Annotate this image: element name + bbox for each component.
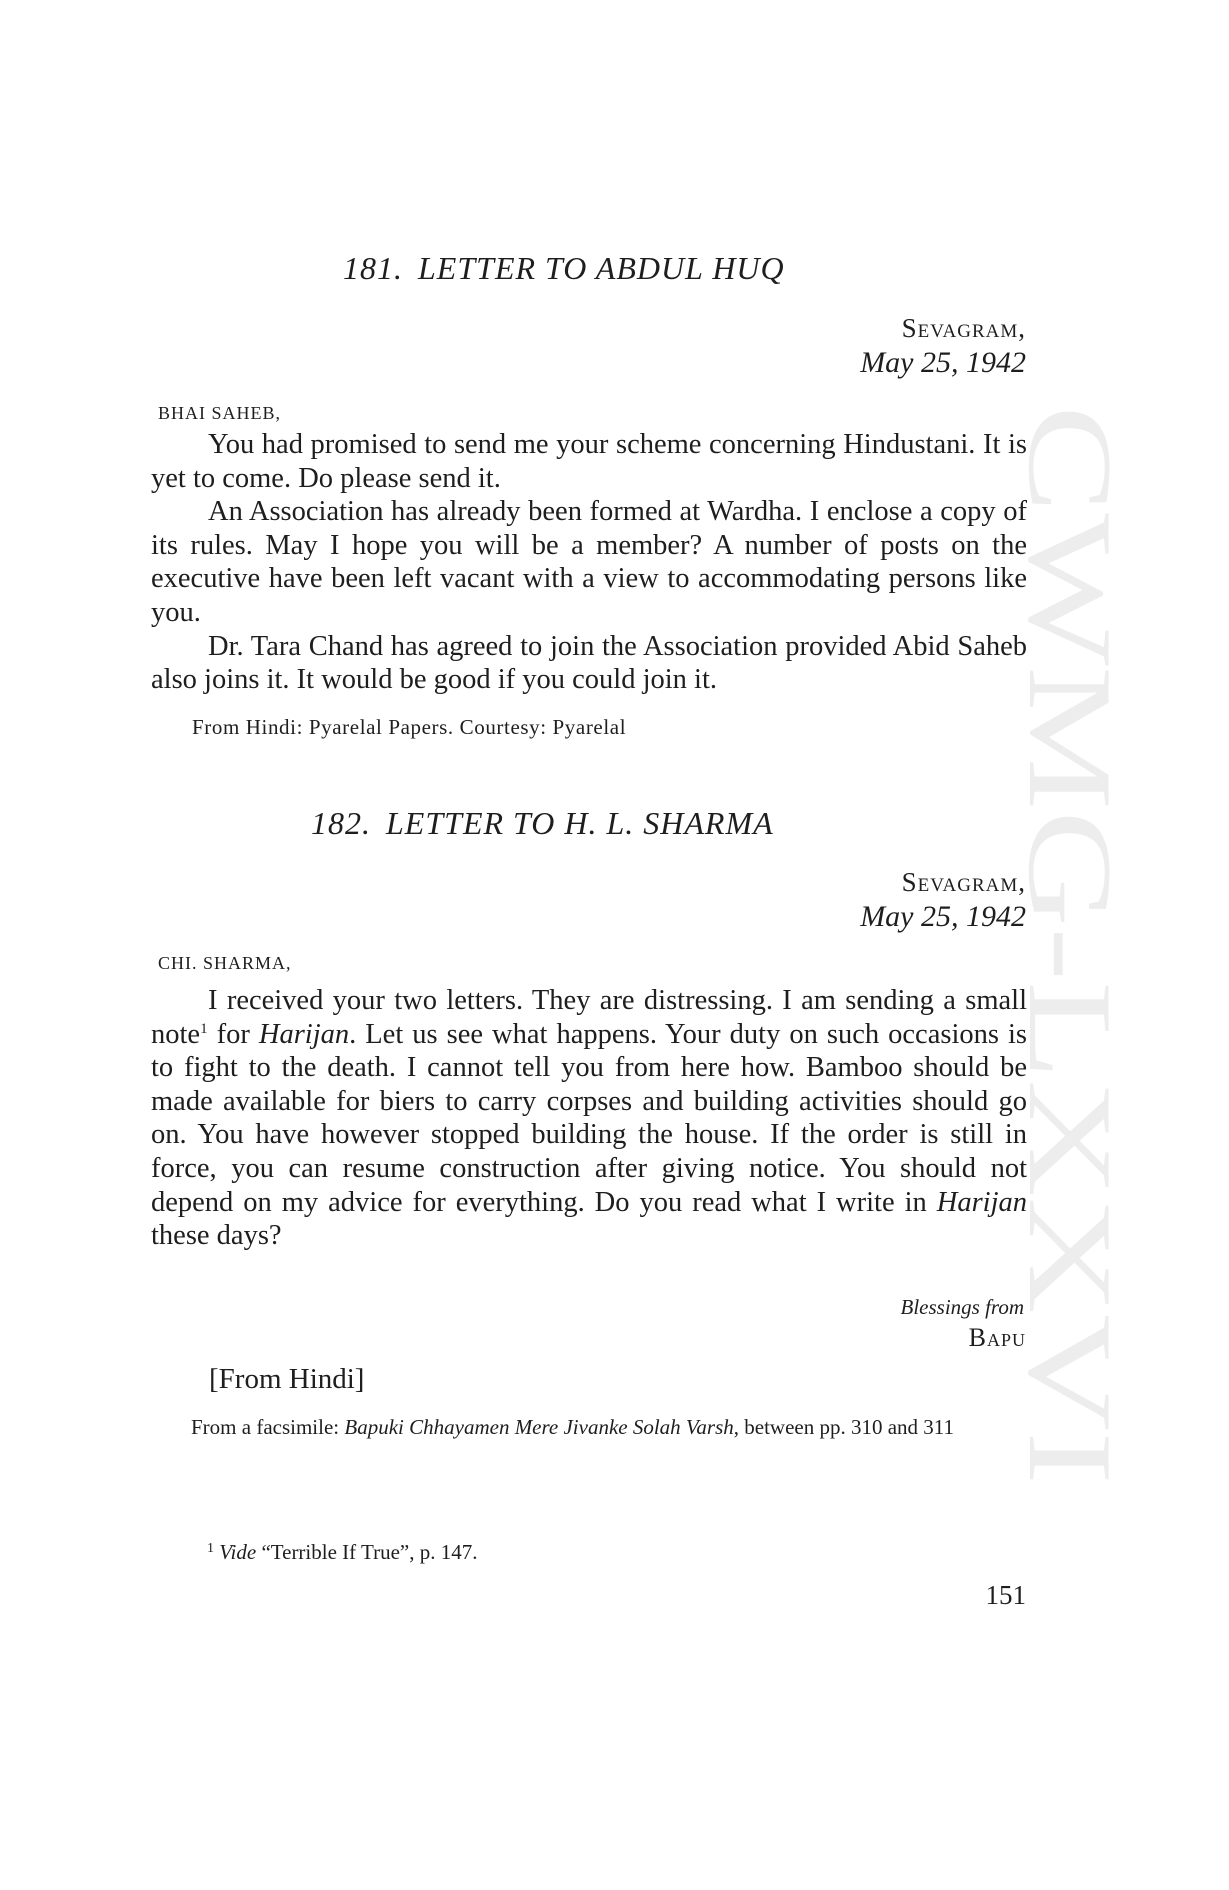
letter-182-place: Sevagram,	[901, 867, 1026, 897]
letter-181-body	[151, 428, 1027, 697]
letter-182-paragraph	[151, 984, 1027, 1253]
letter-182-source	[151, 1410, 1027, 1444]
letter-182-closing: Blessings from	[900, 1295, 1024, 1319]
watermark-svg	[1004, 405, 1137, 1485]
letter-182-source-suffix: , between pp. 310 and 311	[733, 1415, 955, 1439]
letter-182-from-hindi: [From Hindi]	[209, 1363, 365, 1395]
letter-182-salutation: CHI. SHARMA,	[158, 953, 292, 973]
footnote-reference: 1	[200, 1020, 208, 1037]
footnote	[207, 1540, 478, 1565]
watermark-text: CWMG-LXXVI	[1004, 405, 1137, 1205]
letter-181-salutation: BHAI SAHEB,	[158, 403, 282, 423]
watermark	[1004, 405, 1137, 1485]
letter-182-title: LETTER TO H. L. SHARMA	[386, 805, 774, 841]
letter-181-title: LETTER TO ABDUL HUQ	[418, 250, 785, 286]
letter-181-place: Sevagram,	[901, 313, 1026, 343]
letter-182-text-3: . Let us see what happens. Your duty on such occasions is to fight to the death. I cannot tell you from here how. Bamboo should be made available for biers to carry corpses and building activities should go on. You have however stopped building the house. If the order is still in force, you can resume construction after giving notice. You should not depend on my advice for everything. Do you read what I write in	[151, 1018, 1027, 1218]
footnote-number: 1	[207, 1541, 214, 1556]
letter-182-text-4: these days?	[151, 1220, 282, 1252]
letter-181-paragraph-1: You had promised to send me your scheme concerning Hindustani. It is yet to come. Do please send it.	[151, 429, 1027, 494]
letter-181-source: From Hindi: Pyarelal Papers. Courtesy: Pyarelal	[192, 715, 627, 739]
letter-181-date: May 25, 1942	[860, 346, 1026, 379]
letter-182-text-1: I received your two letters. They are distressing. I am sending a small note	[151, 985, 1027, 1050]
footnote-vide: Vide	[219, 1540, 257, 1564]
harijan-title-2: Harijan	[936, 1186, 1027, 1218]
letter-182-body	[151, 984, 1027, 1253]
letter-182-text-2: for	[207, 1018, 259, 1050]
letter-182-source-title: Bapuki Chhayamen Mere Jivanke Solah Varsh	[344, 1415, 734, 1439]
letter-182-date: May 25, 1942	[860, 900, 1026, 933]
letter-181-paragraph-2: An Association has already been formed at Wardha. I enclose a copy of its rules. May I hope you will be a member? A number of posts on the executive have been left vacant with a view to accommodating persons like you.	[151, 496, 1027, 628]
letter-182-source-prefix: From a facsimile:	[191, 1415, 345, 1439]
letter-181-number: 181.	[343, 250, 403, 286]
letter-182-signature: Bapu	[968, 1323, 1026, 1352]
harijan-title: Harijan	[258, 1018, 350, 1050]
footnote-text: “Terrible If True”, p. 147.	[256, 1540, 478, 1564]
letter-181-paragraph-3: Dr. Tara Chand has agreed to join the Association provided Abid Saheb also joins it. It would be good if you could join it.	[151, 630, 1027, 696]
letter-182-heading	[311, 805, 774, 842]
letter-181-heading	[343, 250, 785, 287]
letter-182-number: 182.	[311, 805, 371, 841]
page-number: 151	[985, 1580, 1026, 1610]
